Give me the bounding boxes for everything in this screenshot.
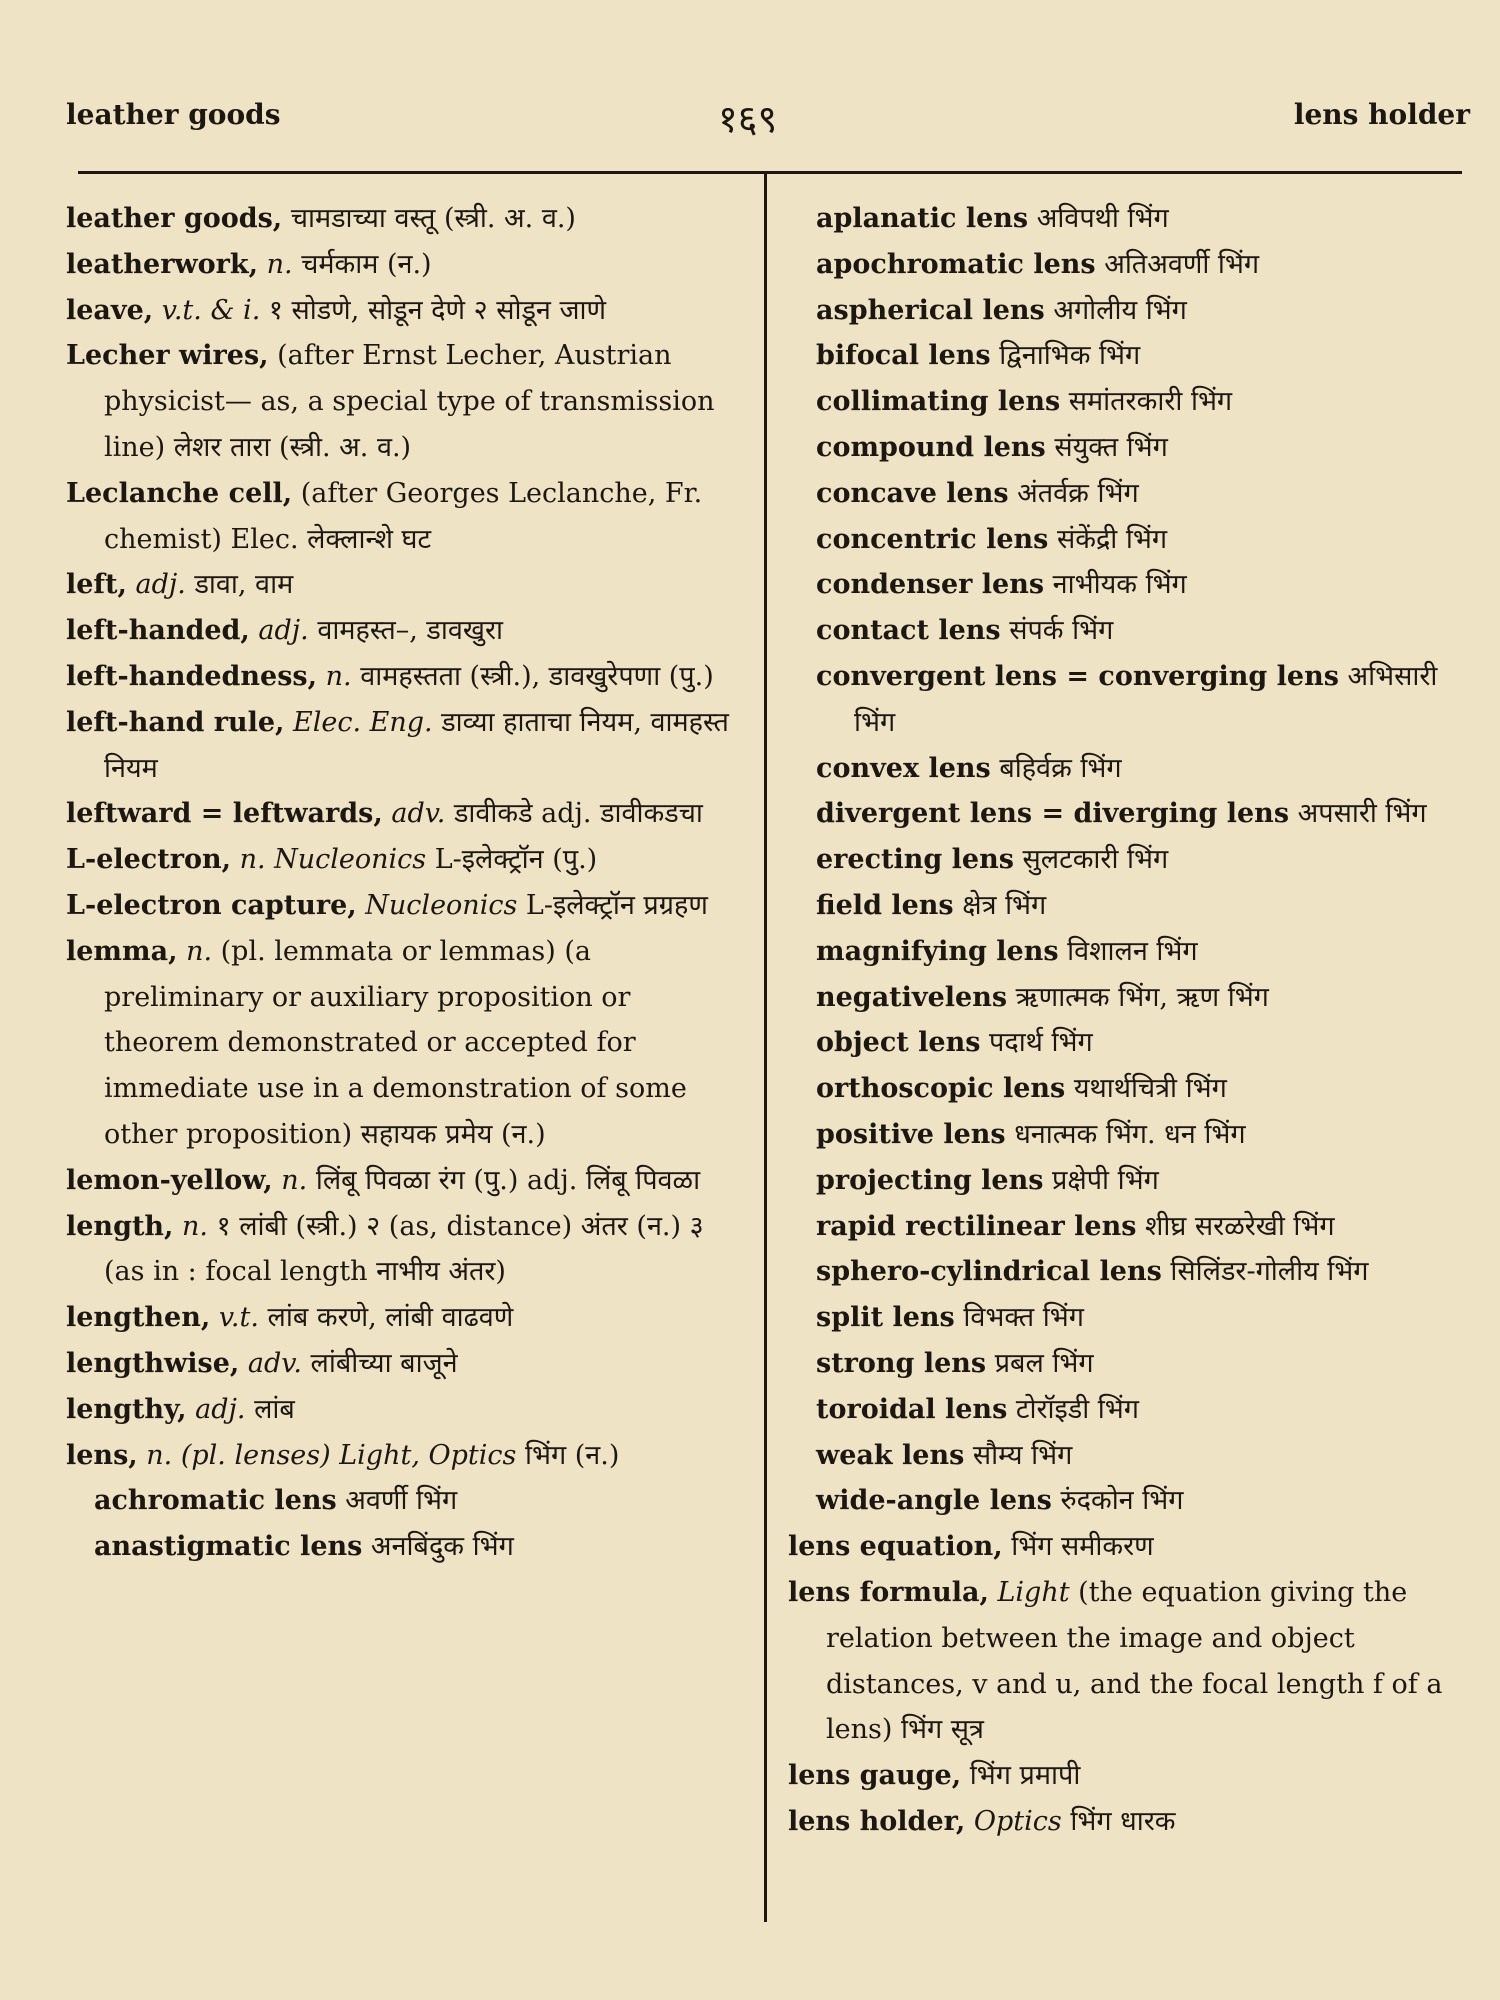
entry-definition: ऋणात्मक भिंग, ऋण भिंग: [1015, 981, 1269, 1013]
page-number: १६९: [718, 97, 778, 141]
entry-definition: क्षेत्र भिंग: [962, 889, 1047, 921]
dictionary-entry: [66, 1478, 738, 1524]
dictionary-entry: [788, 1387, 1468, 1433]
dictionary-entry: [788, 883, 1468, 929]
entry-definition: लांबीच्या बाजूने: [310, 1347, 458, 1379]
entry-definition: टोरॉइडी भिंग: [1015, 1393, 1139, 1425]
entry-headword: L-electron,: [66, 844, 231, 876]
dictionary-entry: [788, 929, 1468, 975]
dictionary-entry: [788, 196, 1468, 242]
entry-headword: lengthwise,: [66, 1347, 240, 1379]
entry-definition: संकेंद्री भिंग: [1056, 523, 1168, 555]
dictionary-entry: [66, 196, 738, 242]
entry-definition: विभक्त भिंग: [963, 1302, 1084, 1334]
dictionary-entry: [788, 425, 1468, 471]
entry-headword: leather goods,: [66, 203, 283, 234]
entry-headword: magnifying lens: [816, 935, 1059, 967]
dictionary-entry: [788, 1570, 1468, 1753]
entry-part-of-speech: adj.: [135, 569, 186, 601]
entry-headword: lemon-yellow,: [66, 1164, 273, 1196]
entry-headword: left-hand rule,: [66, 706, 285, 738]
entry-headword: convex lens: [816, 752, 991, 784]
entry-definition: (after Georges Leclanche, Fr. chemist) Elec. लेक्लान्शे घट: [104, 477, 703, 555]
dictionary-entry: [66, 288, 738, 334]
entry-definition: भिंग समीकरण: [1011, 1531, 1154, 1563]
entry-part-of-speech: adj.: [195, 1393, 246, 1425]
entry-part-of-speech: adv.: [391, 798, 446, 830]
dictionary-entry: [66, 654, 738, 700]
entry-definition: द्विनाभिक भिंग: [999, 340, 1141, 372]
entry-definition: संपर्क भिंग: [1009, 615, 1114, 647]
dictionary-entry: [788, 975, 1468, 1021]
entry-part-of-speech: v.t. & i.: [161, 294, 261, 326]
entry-headword: concave lens: [816, 477, 1009, 509]
dictionary-entry: [788, 608, 1468, 654]
dictionary-entry: [66, 791, 738, 837]
entry-headword: wide-angle lens: [816, 1485, 1052, 1517]
entry-definition: संयुक्त भिंग: [1054, 431, 1168, 463]
entry-definition: सिलिंडर-गोलीय भिंग: [1170, 1256, 1369, 1288]
entry-definition: डावा, वाम: [194, 569, 294, 601]
entry-headword: leftward = leftwards,: [66, 798, 383, 830]
entry-part-of-speech: Light: [997, 1576, 1070, 1608]
entry-headword: lengthen,: [66, 1302, 211, 1334]
entry-definition: धनात्मक भिंग. धन भिंग: [1014, 1118, 1246, 1150]
dictionary-entry: [66, 608, 738, 654]
dictionary-entry: [788, 1341, 1468, 1387]
entry-definition: १ लांबी (स्त्री.) २ (as, distance) अंतर (न.) ३ (as in : focal length नाभीय अंतर): [104, 1210, 704, 1288]
dictionary-entry: [66, 1204, 738, 1296]
dictionary-entry: [66, 1524, 738, 1570]
entry-definition: अपसारी भिंग: [1297, 798, 1427, 830]
entry-part-of-speech: n.: [182, 1210, 209, 1242]
entry-definition: सुलटकारी भिंग: [1022, 844, 1169, 876]
dictionary-entry: [66, 700, 738, 792]
dictionary-entry: [788, 1524, 1468, 1570]
entry-definition: चामडाच्या वस्तू (स्त्री. अ. व.): [290, 203, 576, 234]
entry-headword: erecting lens: [816, 844, 1014, 876]
entry-definition: सौम्य भिंग: [972, 1439, 1073, 1471]
entry-definition: १ सोडणे, सोडून देणे २ सोडून जाणे: [268, 294, 606, 326]
entry-headword: orthoscopic lens: [816, 1073, 1066, 1105]
dictionary-entry: [66, 242, 738, 288]
entry-part-of-speech: Elec. Eng.: [293, 706, 433, 738]
dictionary-entry: [66, 1158, 738, 1204]
entry-definition: बहिर्वक्र भिंग: [999, 752, 1122, 784]
entry-definition: यथार्थचित्री भिंग: [1073, 1073, 1227, 1105]
dictionary-entry: [66, 883, 738, 929]
entry-definition: अभिसारी भिंग: [854, 660, 1438, 738]
dictionary-entry: [66, 929, 738, 1158]
entry-headword: projecting lens: [816, 1164, 1044, 1196]
entry-headword: compound lens: [816, 431, 1046, 463]
entry-headword: convergent lens = converging lens: [816, 660, 1339, 692]
dictionary-entry: [788, 1753, 1468, 1799]
entry-headword: contact lens: [816, 615, 1001, 647]
entry-definition: विशालन भिंग: [1067, 935, 1198, 967]
dictionary-entry: [788, 288, 1468, 334]
column-divider: [764, 172, 767, 1922]
entry-part-of-speech: v.t.: [218, 1302, 259, 1334]
dictionary-entry: [788, 1478, 1468, 1524]
dictionary-entry: [66, 837, 738, 883]
dictionary-entry: [788, 1020, 1468, 1066]
entry-definition: अवर्णी भिंग: [345, 1485, 458, 1517]
entry-headword: field lens: [816, 889, 954, 921]
entry-headword: positive lens: [816, 1118, 1006, 1150]
entry-definition: नाभीयक भिंग: [1052, 569, 1187, 601]
entry-headword: apochromatic lens: [816, 248, 1096, 280]
entry-headword: Lecher wires,: [66, 340, 269, 372]
entry-part-of-speech: adv.: [247, 1347, 302, 1379]
dictionary-entry: [788, 1249, 1468, 1295]
entry-definition: डाव्या हाताचा नियम, वामहस्त नियम: [104, 706, 729, 784]
entry-headword: aspherical lens: [816, 294, 1045, 326]
entry-headword: split lens: [816, 1302, 955, 1334]
entry-headword: length,: [66, 1210, 174, 1242]
dictionary-entry: [66, 471, 738, 563]
dictionary-entry: [788, 1112, 1468, 1158]
entry-headword: weak lens: [816, 1439, 965, 1471]
entry-definition: अंतर्वक्र भिंग: [1017, 477, 1139, 509]
entry-part-of-speech: Optics: [973, 1805, 1062, 1837]
dictionary-entry: [788, 471, 1468, 517]
entry-definition: शीघ्र सरळरेखी भिंग: [1145, 1210, 1335, 1242]
dictionary-entry: [788, 1158, 1468, 1204]
header-left-guideword: leather goods: [66, 98, 281, 131]
entry-headword: anastigmatic lens: [94, 1531, 363, 1563]
dictionary-entry: [788, 654, 1468, 746]
entry-definition: लिंबू पिवळा रंग (पु.) adj. लिंबू पिवळा: [315, 1164, 701, 1196]
entry-headword: strong lens: [816, 1347, 987, 1379]
entry-definition: लांब करणे, लांबी वाढवणे: [267, 1302, 514, 1334]
entry-definition: (pl. lemmata or lemmas) (a preliminary or auxiliary proposition or theorem demonstrated or accepted for immediate use in a demonstration of some other proposition) सहायक प्रमेय (न.): [104, 935, 687, 1150]
entry-definition: L-इलेक्ट्रॉन (पु.): [434, 844, 598, 876]
entry-definition: अविपथी भिंग: [1036, 203, 1169, 234]
dictionary-entry: [788, 1799, 1468, 1845]
entry-part-of-speech: n.: [186, 935, 213, 967]
entry-definition: वामहस्तता (स्त्री.), डावखुरेपणा (पु.): [360, 660, 714, 692]
entry-headword: lens,: [66, 1439, 138, 1471]
entry-part-of-speech: adj.: [258, 615, 309, 647]
header-right-guideword: lens holder: [1293, 98, 1470, 131]
entry-definition: लांब: [254, 1393, 295, 1425]
dictionary-entry: [788, 562, 1468, 608]
dictionary-entry: [66, 1295, 738, 1341]
dictionary-entry: [66, 1433, 738, 1479]
dictionary-entry: [66, 1341, 738, 1387]
entry-definition: पदार्थ भिंग: [989, 1027, 1093, 1059]
entry-headword: negativelens: [816, 981, 1008, 1013]
dictionary-entry: [788, 837, 1468, 883]
dictionary-entry: [788, 379, 1468, 425]
dictionary-entry: [788, 1433, 1468, 1479]
dictionary-entry: [788, 333, 1468, 379]
entry-definition: भिंग प्रमापी: [969, 1760, 1081, 1792]
dictionary-entry: [788, 1295, 1468, 1341]
entry-headword: sphero-cylindrical lens: [816, 1256, 1162, 1288]
entry-headword: lens equation,: [788, 1531, 1003, 1563]
entry-headword: lens formula,: [788, 1576, 989, 1608]
entry-definition: डावीकडे adj. डावीकडचा: [453, 798, 703, 830]
entry-headword: left-handed,: [66, 615, 250, 647]
dictionary-entry: [788, 746, 1468, 792]
entry-definition: भिंग धारक: [1070, 1805, 1176, 1837]
entry-headword: collimating lens: [816, 386, 1061, 418]
entry-part-of-speech: n.: [325, 660, 352, 692]
entry-headword: left-handedness,: [66, 660, 318, 692]
entry-headword: leave,: [66, 294, 154, 326]
entry-headword: achromatic lens: [94, 1485, 337, 1517]
dictionary-entry: [66, 333, 738, 470]
entry-headword: object lens: [816, 1027, 981, 1059]
entry-headword: divergent lens = diverging lens: [816, 798, 1290, 830]
entry-definition: चर्मकाम (न.): [301, 248, 432, 280]
entry-definition: समांतरकारी भिंग: [1068, 386, 1233, 418]
entry-headword: bifocal lens: [816, 340, 991, 372]
entry-definition: भिंग (न.): [524, 1439, 620, 1471]
entry-definition: प्रबल भिंग: [994, 1347, 1094, 1379]
dictionary-entry: [788, 1066, 1468, 1112]
left-column: [66, 196, 738, 1570]
dictionary-entry: [788, 1204, 1468, 1250]
entry-definition: प्रक्षेपी भिंग: [1052, 1164, 1159, 1196]
entry-headword: concentric lens: [816, 523, 1049, 555]
dictionary-entry: [788, 242, 1468, 288]
entry-part-of-speech: n. (pl. lenses) Light, Optics: [146, 1439, 517, 1471]
dictionary-entry: [788, 517, 1468, 563]
right-column: [788, 196, 1468, 1845]
entry-headword: left,: [66, 569, 127, 601]
entry-headword: Leclanche cell,: [66, 477, 293, 509]
entry-definition: L-इलेक्ट्रॉन प्रग्रहण: [525, 889, 708, 921]
entry-headword: lens gauge,: [788, 1760, 962, 1792]
entry-headword: condenser lens: [816, 569, 1045, 601]
entry-definition: अगोलीय भिंग: [1053, 294, 1187, 326]
entry-part-of-speech: n.: [266, 248, 293, 280]
entry-definition: अनबिंदुक भिंग: [370, 1531, 514, 1563]
entry-headword: lens holder,: [788, 1805, 966, 1837]
header-rule: [78, 171, 1462, 174]
entry-definition: (the equation giving the relation between the image and object distances, v and u, and the focal length f of a lens) भिंग सूत्र: [826, 1576, 1443, 1746]
entry-definition: अतिअवर्णी भिंग: [1104, 248, 1260, 280]
entry-headword: L-electron capture,: [66, 889, 357, 921]
dictionary-entry: [788, 791, 1468, 837]
entry-definition: रुंदकोन भिंग: [1060, 1485, 1184, 1517]
entry-part-of-speech: n. Nucleonics: [239, 844, 427, 876]
dictionary-entry: [66, 1387, 738, 1433]
entry-headword: rapid rectilinear lens: [816, 1210, 1137, 1242]
entry-headword: leatherwork,: [66, 248, 259, 280]
entry-headword: lemma,: [66, 935, 178, 967]
entry-part-of-speech: n.: [281, 1164, 308, 1196]
entry-headword: aplanatic lens: [816, 203, 1029, 234]
entry-definition: वामहस्त–, डावखुरा: [317, 615, 503, 647]
entry-headword: toroidal lens: [816, 1393, 1008, 1425]
entry-part-of-speech: Nucleonics: [365, 889, 518, 921]
dictionary-entry: [66, 562, 738, 608]
entry-headword: lengthy,: [66, 1393, 187, 1425]
entry-definition: (after Ernst Lecher, Austrian physicist— as, a special type of transmission line) लेशर तारा (स्त्री. अ. व.): [104, 340, 715, 463]
